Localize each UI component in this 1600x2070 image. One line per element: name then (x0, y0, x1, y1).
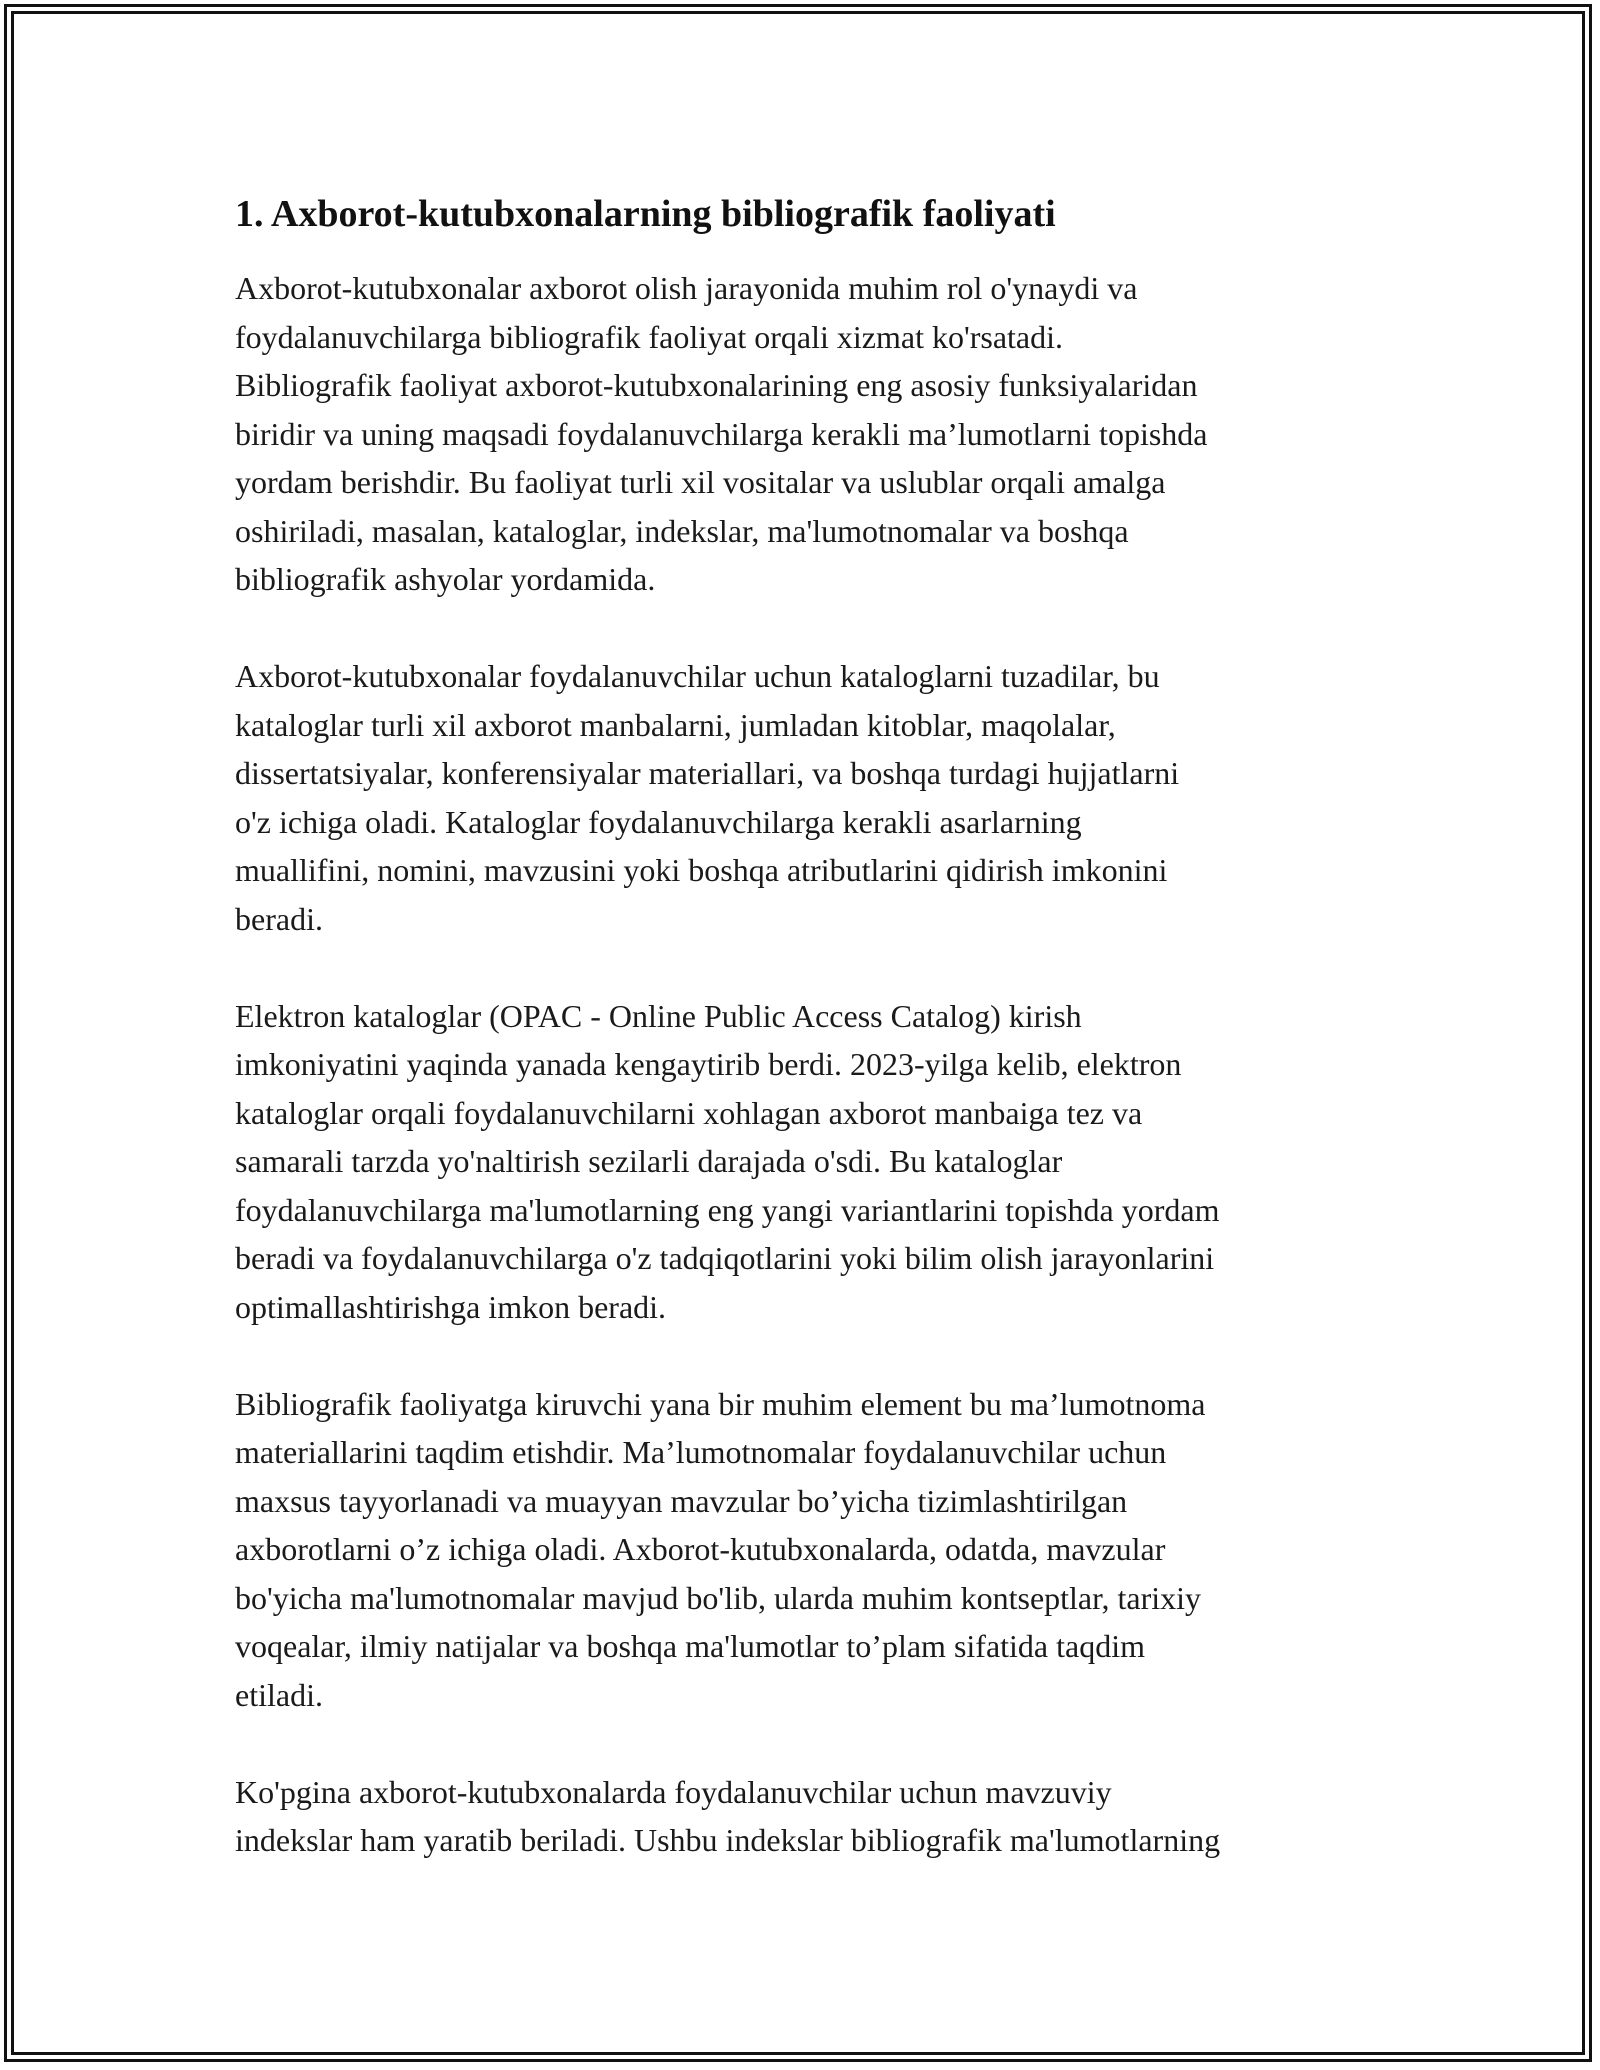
text-line: foydalanuvchilarga ma'lumotlarning eng yangi variantlarini topishda yordam (235, 1191, 1220, 1228)
text-line: Elektron kataloglar (OPAC - Online Public Access Catalog) kirish (235, 997, 1082, 1034)
text-line: optimallashtirishga imkon beradi. (235, 1288, 667, 1325)
section-heading: 1. Axborot-kutubxonalarning bibliografik faoliyati (235, 193, 1056, 235)
text-line: beradi. (235, 900, 323, 937)
text-line: muallifini, nomini, mavzusini yoki boshqa atributlarini qidirish imkonini (235, 852, 1168, 888)
text-line: axborotlarni o’z ichiga oladi. Axborot-kutubxonalarda, odatda, mavzular (235, 1531, 1166, 1567)
paragraph-5 (235, 1768, 1375, 1865)
text-line: bo'yicha ma'lumotnomalar mavjud bo'lib, ularda muhim kontseptlar, tarixiy (235, 1579, 1202, 1616)
text-line: voqealar, ilmiy natijalar va boshqa ma'lumotlar to’plam sifatida taqdim (235, 1628, 1145, 1664)
text-line: Ko'pgina axborot-kutubxonalarda foydalanuvchilar uchun mavzuviy (235, 1773, 1112, 1810)
text-line: kataloglar turli xil axborot manbalarni, jumladan kitoblar, maqolalar, (235, 706, 1116, 743)
text-line: Bibliografik faoliyatga kiruvchi yana bir muhim element bu ma’lumotnoma (235, 1385, 1206, 1422)
text-line: Axborot-kutubxonalar axborot olish jarayonida muhim rol o'ynaydi va (235, 270, 1138, 306)
text-line: indekslar ham yaratib beriladi. Ushbu indekslar bibliografik ma'lumotlarning (235, 1822, 1221, 1858)
text-line: samarali tarzda yo'naltirish sezilarli darajada o'sdi. Bu kataloglar (235, 1143, 1063, 1179)
text-line: maxsus tayyorlanadi va muayyan mavzular bo’yicha tizimlashtirilgan (235, 1482, 1128, 1519)
text-line: yordam berishdir. Bu faoliyat turli xil vositalar va uslublar orqali amalga (235, 464, 1166, 500)
text-line: o'z ichiga oladi. Kataloglar foydalanuvchilarga kerakli asarlarning (235, 803, 1082, 840)
paragraph-4 (235, 1380, 1375, 1720)
text-line: Axborot-kutubxonalar foydalanuvchilar uchun kataloglarni tuzadilar, bu (235, 658, 1160, 694)
paragraph-3 (235, 992, 1375, 1332)
text-line: foydalanuvchilarga bibliografik faoliyat orqali xizmat ko'rsatadi. (235, 318, 1064, 355)
text-line: imkoniyatini yaqinda yanada kengaytirib berdi. 2023-yilga kelib, elektron (235, 1046, 1182, 1082)
text-line: kataloglar orqali foydalanuvchilarni xohlagan axborot manbaiga tez va (235, 1094, 1143, 1131)
text-line: beradi va foydalanuvchilarga o'z tadqiqotlarini yoki bilim olish jarayonlarini (235, 1240, 1215, 1276)
text-line: Bibliografik faoliyat axborot-kutubxonalarining eng asosiy funksiyalaridan (235, 367, 1198, 403)
paragraph-2 (235, 652, 1375, 943)
document-body (235, 186, 1375, 1913)
text-line: etiladi. (235, 1676, 323, 1713)
text-line: materiallarini taqdim etishdir. Ma’lumotnomalar foydalanuvchilar uchun (235, 1434, 1167, 1470)
paragraph-1 (235, 264, 1375, 604)
text-line: oshiriladi, masalan, kataloglar, indekslar, ma'lumotnomalar va boshqa (235, 512, 1129, 549)
text-line: dissertatsiyalar, konferensiyalar materiallari, va boshqa turdagi hujjatlarni (235, 755, 1180, 791)
text-line: biridir va uning maqsadi foydalanuvchilarga kerakli ma’lumotlarni topishda (235, 415, 1208, 452)
text-line: bibliografik ashyolar yordamida. (235, 561, 656, 597)
